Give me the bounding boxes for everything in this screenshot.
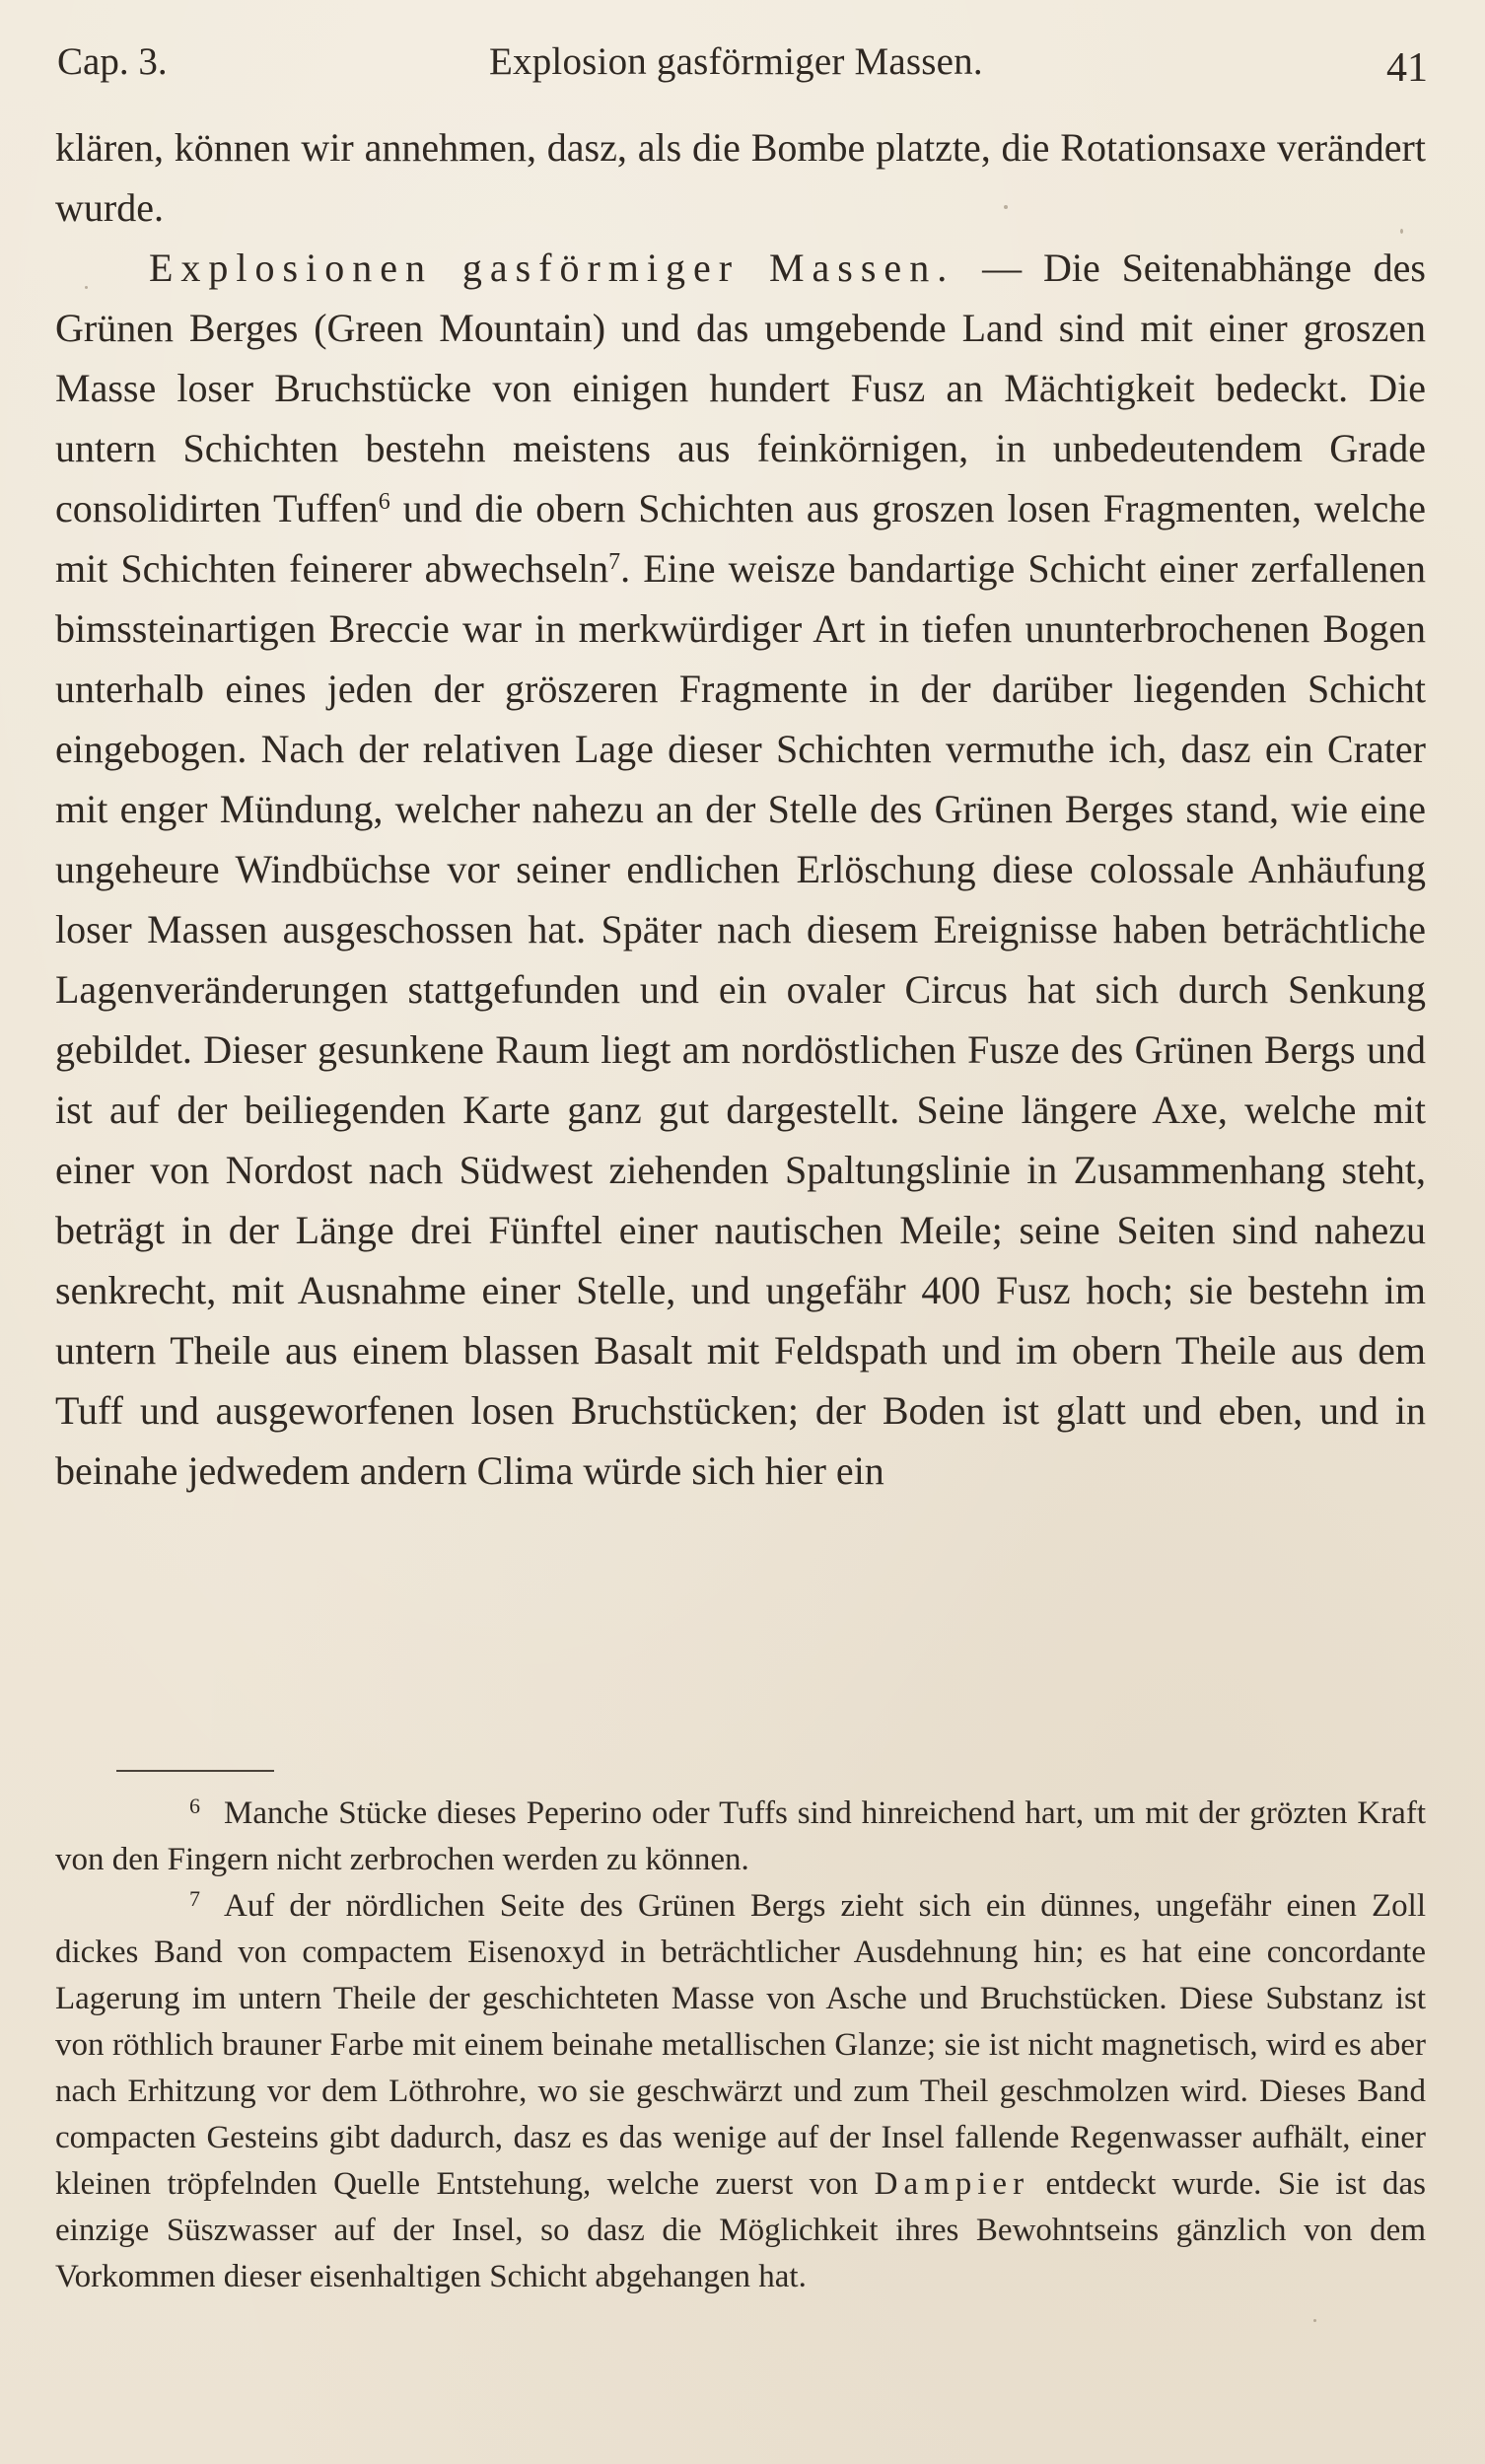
footnote-ref-6: 6 — [378, 489, 390, 515]
paragraph-text-part1: — Die Seitenabhänge des Grünen Berges (Green Mountain) und das umgebende Land sind mit einer groszen Masse loser Bruchstücke von einigen hundert Fusz an Mächtigkeit bedeckt. Die untern Schichten bestehn meistens aus feinkörnigen, in unbedeutendem Grade consolidirten Tuffen — [55, 246, 1426, 530]
footnote-7: 7 Auf der nördlichen Seite des Grünen Bergs zieht sich ein dünnes, ungefähr einen Zoll dickes Band von compactem Eisenoxyd in beträchtlicher Ausdehnung hin; es hat eine concordante Lagerung im untern Theile der geschichteten Masse von Asche und Bruchstücken. Diese Substanz ist von röthlich brauner Farbe mit einem beinahe metallischen Glanze; sie ist nicht magnetisch, wird es aber nach Erhitzung vor dem Löthrohre, wo sie geschwärzt und zum Theil geschmolzen wird. Dieses Band compacten Gesteins gibt dadurch, dasz es das wenige auf der Insel fallende Regenwasser aufhält, einer kleinen tröpfelnden Quelle Entstehung, welche zuerst von Dampier entdeckt wurde. Sie ist das einzige Süszwasser auf der Insel, so dasz die Möglichkeit ihres Bewohntseins gänzlich von dem Vorkommen dieser eisenhaltigen Schicht abgehangen hat. — [55, 1886, 1426, 2294]
page-number: 41 — [1386, 45, 1428, 91]
footnote-6: 6 Manche Stücke dieses Peperino oder Tuffs sind hinreichend hart, um mit der grözten Kraft von den Fingern nicht zerbrochen werden zu können. — [55, 1794, 1426, 1877]
footnote-text-7-part2: entdeckt wurde. Sie ist das einzige Süszwasser auf der Insel, so dasz die Möglichkeit ihres Bewohntseins gänzlich von dem Vorkommen dieser eisenhaltigen Schicht abgehangen hat. — [55, 2166, 1426, 2294]
paper-speck — [1400, 229, 1403, 234]
footnote-separator — [116, 1770, 274, 1772]
running-title: Explosion gasförmiger Massen. — [489, 40, 983, 83]
running-header — [57, 28, 1428, 97]
paragraph-text-part2: und die obern Schichten aus groszen losen Fragmenten, welche mit Schichten feinerer abwechseln — [55, 486, 1427, 591]
section-paragraph — [55, 238, 1426, 1501]
paper-speck — [1004, 205, 1008, 209]
footnote-text-7-part1: Auf der nördlichen Seite des Grünen Bergs zieht sich ein dünnes, ungefähr einen Zoll dickes Band von compactem Eisenoxyd in beträchtlicher Ausdehnung hin; es hat eine concordante Lagerung im untern Theile der geschichteten Masse von Asche und Bruchstücken. Diese Substanz ist von röthlich brauner Farbe mit einem beinahe metallischen Glanze; sie ist nicht magnetisch, wird es aber nach Erhitzung vor dem Löthrohre, wo sie geschwärzt und zum Theil geschmolzen wird. Dieses Band compacten Gesteins gibt dadurch, dasz es das wenige auf der Insel fallende Regenwasser aufhält, einer kleinen tröpfelnden Quelle Entstehung, welche zuerst von — [55, 1888, 1426, 2202]
paper-speck — [1313, 2319, 1316, 2322]
chapter-label: Cap. 3. — [57, 40, 168, 83]
paragraph-text-part3: . Eine weisze bandartige Schicht einer zerfallenen bimssteinartigen Breccie war in merkwürdiger Art in tiefen ununterbrochenen Bogen unterhalb eines jeden der gröszeren Fragmente in der darüber liegenden Schicht eingebogen. Nach der relativen Lage dieser Schichten vermuthe ich, dasz ein Crater mit enger Mündung, welcher nahezu an der Stelle des Grünen Berges stand, wie eine ungeheure Windbüchse vor seiner endlichen Erlöschung diese colossale Anhäufung loser Massen ausgeschossen hat. Später nach diesem Ereignisse haben beträchtliche Lagenveränderungen stattgefunden und ein ovaler Circus hat sich durch Senkung gebildet. Dieser gesunkene Raum liegt am nordöstlichen Fusze des Grünen Bergs und ist auf der beiliegenden Karte ganz gut dargestellt. Seine längere Axe, welche mit einer von Nordost nach Südwest ziehenden Spaltungslinie in Zusammenhang steht, beträgt in der Länge drei Fünftel einer nautischen Meile; seine Seiten sind nahezu senkrecht, mit Ausnahme einer Stelle, und ungefähr 400 Fusz hoch; sie bestehn im untern Theile aus einem blassen Basalt mit Feldspath und im obern Theile aus dem Tuff und ausgeworfenen losen Bruchstücken; der Boden ist glatt und eben, und in beinahe jedwedem andern Clima würde sich hier ein — [55, 546, 1427, 1493]
footnote-text-6: Manche Stücke dieses Peperino oder Tuffs sind hinreichend hart, um mit der grözten Kraft von den Fingern nicht zerbrochen werden zu können. — [55, 1795, 1426, 1877]
main-text — [55, 117, 1426, 1501]
footnote-ref-7: 7 — [608, 549, 621, 575]
footnote-name-dampier: Dampier — [874, 2166, 1030, 2202]
continuation-paragraph: klären, können wir annehmen, dasz, als die Bombe platzte, die Rotationsaxe verändert wurde. — [55, 125, 1426, 230]
paper-speck — [85, 286, 88, 289]
footnotes — [55, 1791, 1426, 2300]
section-heading: Explosionen gasförmiger Massen. — [149, 246, 955, 290]
